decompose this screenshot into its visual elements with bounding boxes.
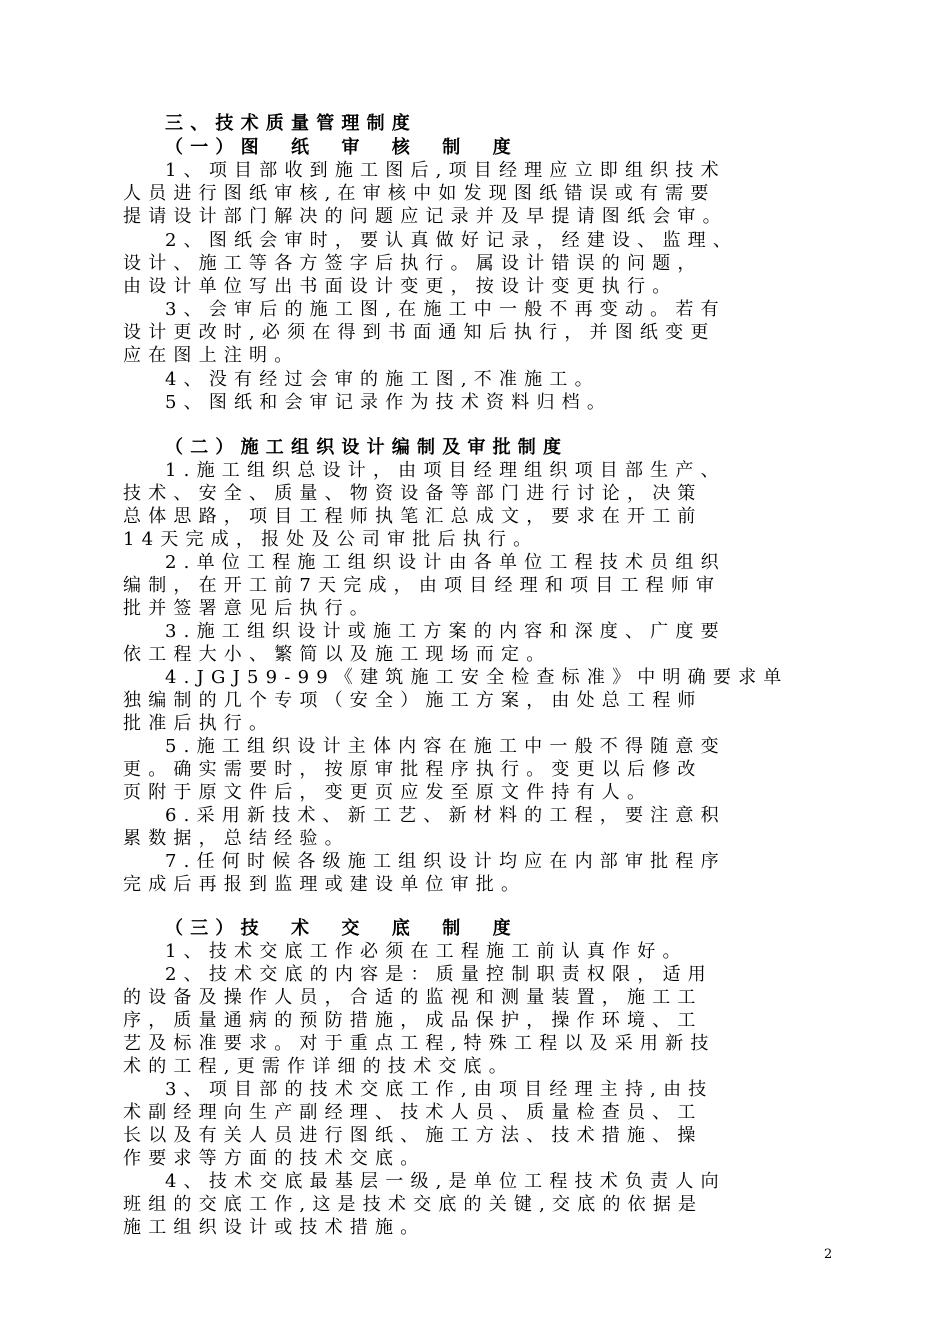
paragraph-line: 独编制的几个专项（安全）施工方案，由处总工程师 — [123, 690, 703, 711]
paragraph-line: 7.任何时候各级施工组织设计均应在内部审批程序 — [165, 851, 726, 872]
paragraph-line: 完成后再报到监理或建设单位审批。 — [123, 874, 527, 895]
page-number: 2 — [824, 1247, 833, 1262]
paragraph-line: 序，质量通病的预防措施，成品保护，操作环境、工 — [123, 1010, 703, 1031]
paragraph-line: 依工程大小、繁简以及施工现场而定。 — [123, 644, 552, 665]
paragraph-line: 术副经理向生产副经理、技术人员、质量检查员、工 — [123, 1102, 703, 1123]
paragraph-line: 编制，在开工前7天完成，由项目经理和项目工程师审 — [123, 575, 722, 596]
paragraph-line: 3.施工组织设计或施工方案的内容和深度、广度要 — [165, 621, 726, 642]
paragraph-line: 艺及标准要求。对于重点工程,特殊工程以及采用新技 — [123, 1033, 716, 1054]
paragraph-line: 技术、安全、质量、物资设备等部门进行讨论，决策 — [123, 483, 703, 504]
paragraph-line: 的设备及操作人员，合适的监视和测量装置，施工工 — [123, 987, 703, 1008]
paragraph-line: 班组的交底工作,这是技术交底的关键,交底的依据是 — [123, 1194, 704, 1215]
section-heading: （三）技 术 交 底 制 度 — [165, 918, 518, 939]
paragraph-line: 14天完成，报处及公司审批后执行。 — [123, 529, 539, 550]
paragraph-line: 1、技术交底工作必须在工程施工前认真作好。 — [165, 941, 688, 962]
paragraph-line: 1.施工组织总设计，由项目经理组织项目部生产、 — [165, 460, 726, 481]
paragraph-line: 4.JGJ59-99《建筑施工安全检查标准》中明确要求单 — [165, 667, 789, 688]
paragraph-line: 6.采用新技术、新工艺、新材料的工程，要注意积 — [165, 805, 726, 826]
paragraph-line: 4、技术交底最基层一级,是单位工程技术负责人向 — [165, 1171, 726, 1192]
section-heading: 三、技术质量管理制度 — [165, 113, 417, 134]
paragraph-line: 应在图上注明。 — [123, 345, 300, 366]
paragraph-line: 作要求等方面的技术交底。 — [123, 1148, 426, 1169]
paragraph-line: 3、会审后的施工图,在施工中一般不再变动。若有 — [165, 299, 726, 320]
paragraph-line: 页附于原文件后，变更页应发至原文件持有人。 — [123, 782, 653, 803]
paragraph-line: 2、技术交底的内容是：质量控制职责权限，适用 — [165, 964, 713, 985]
paragraph-line: 3、项目部的技术交底工作,由项目经理主持,由技 — [165, 1079, 714, 1100]
paragraph-line: 2、图纸会审时，要认真做好记录，经建设、监理、 — [165, 230, 739, 251]
paragraph-line: 由设计单位写出书面设计变更，按设计变更执行。 — [123, 276, 678, 297]
paragraph-line: 术的工程,更需作详细的技术交底。 — [123, 1056, 514, 1077]
paragraph-line: 设计、施工等各方签字后执行。属设计错误的问题， — [123, 253, 703, 274]
paragraph-line: 人员进行图纸审核,在审核中如发现图纸错误或有需要 — [123, 183, 716, 204]
paragraph-line: 1、项目部收到施工图后,项目经理应立即组织技术 — [165, 160, 726, 181]
paragraph-line: 4、没有经过会审的施工图,不准施工。 — [165, 369, 600, 390]
section-heading: （二）施工组织设计编制及审批制度 — [165, 437, 569, 458]
paragraph-line: 5.施工组织设计主体内容在施工中一般不得随意变 — [165, 736, 726, 757]
paragraph-line: 批准后执行。 — [123, 713, 275, 734]
paragraph-line: 长以及有关人员进行图纸、施工方法、技术措施、操 — [123, 1125, 703, 1146]
paragraph-line: 更。确实需要时，按原审批程序执行。变更以后修改 — [123, 759, 703, 780]
paragraph-line: 5、图纸和会审记录作为技术资料归档。 — [165, 392, 613, 413]
paragraph-line: 批并签署意见后执行。 — [123, 598, 375, 619]
paragraph-line: 2.单位工程施工组织设计由各单位工程技术员组织 — [165, 552, 726, 573]
paragraph-line: 设计更改时,必须在得到书面通知后执行，并图纸变更 — [123, 322, 716, 343]
paragraph-line: 提请设计部门解决的问题应记录并及早提请图纸会审。 — [123, 206, 728, 227]
paragraph-line: 施工组织设计或技术措施。 — [123, 1217, 426, 1238]
paragraph-line: 累数据，总结经验。 — [123, 828, 350, 849]
paragraph-line: 总体思路，项目工程师执笔汇总成文，要求在开工前 — [123, 506, 703, 527]
section-heading: （一）图 纸 审 核 制 度 — [165, 137, 518, 158]
